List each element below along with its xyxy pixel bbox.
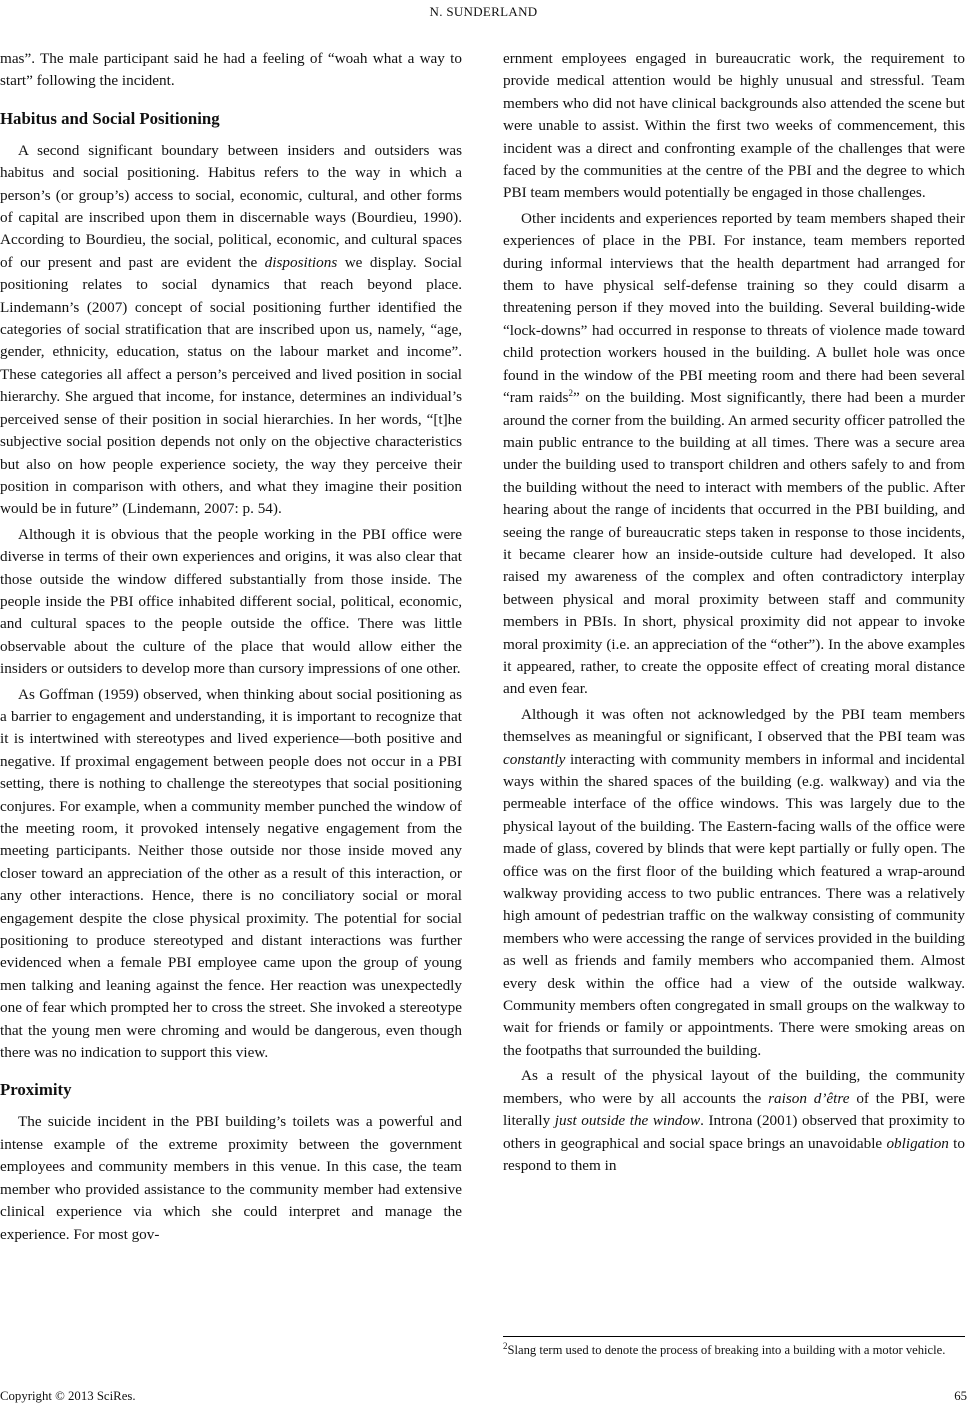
section-heading-habitus: Habitus and Social Positioning [0,108,220,128]
running-head: N. SUNDERLAND [429,4,538,19]
emphasis-dispositions: dispositions [264,253,338,271]
text-span: ” on the building. Most significantly, there had been a murder around the corner from the building. An armed security officer patrolled the main public entrance to the building at all times. There was a secure area under the building used to transport children and others safely to and from the building without the need to interact with members of the public. After hearing about the range of incidents that occurred in the PBI building, and seeing the range of bureaucratic steps taken in response to those incidents, it became clearer how an inside-outside culture had developed. It also raised my awareness of the complex and often contradictory interplay between physical and moral proximity between staff and community members in PBIs. In short, physical proximity did not appear to invoke moral proximity (i.e. an appreciation of the “other”). In the above examples it appeared, rather, to create the opposite effect of creating moral distance and even fear. [503,389,966,698]
footnote-text: Slang term used to denote the process of breaking into a building with a motor vehicle. [507,1343,946,1357]
paragraph-result [503,1065,965,1177]
text-span: A second significant boundary between insiders and outsiders was habitus and social positioning. Habitus refers to the way in which a person’s (or group’s) access to social, economic, cultural, and other forms of capital are inscribed upon them in discernable ways (Bourdieu, 1990). According to Bourdieu, the social, political, economic, and cultural spaces of our present and past are evident the [0,141,462,271]
paragraph-although [503,704,965,1063]
text-span: of the PBI, were literally [503,1089,965,1130]
paragraph-habitus-1 [0,140,462,521]
page-number: 65 [954,1389,967,1403]
text-span: Other incidents and experiences reported by team members shaped their experiences of place in the PBI. For instance, team members reported during informal interviews that the health department had arranged for them to have physical self-defense training so they could disarm a threatening person if they moved into the building. Several building-wide “lock-downs” had occurred in response to threats of violence made toward child protection workers housed in the building. A bullet hole was once found in the window of the PBI meeting room and there had been several “ram raids [503,209,965,407]
section-heading-proximity: Proximity [0,1080,72,1100]
emphasis-constantly: constantly [503,750,566,768]
emphasis-outside-window: just outside the window [554,1112,701,1130]
paragraph-continuation: ernment employees engaged in bureaucratic work, the requirement to provide medical attention would be highly unusual and stressful. Team members who did not have clinical backgrounds also attended the scene but were unable to assist. Within the first two weeks of commencement, this incident was a direct and confronting example of the challenges that were faced by the communities at the centre of the PBI and the degree to which PBI team members would potentially be engaged in those challenges. [503,50,965,202]
copyright-notice: Copyright © 2013 SciRes. [0,1389,136,1403]
left-column [0,48,462,1246]
footnote-reference: 2 [568,388,573,399]
emphasis-obligation: obligation [886,1134,949,1152]
text-span: to respond to them in [503,1134,965,1174]
paragraph-continuation: mas”. The male participant said he had a feeling of “woah what a way to start” following the incident. [0,50,462,90]
right-column [503,48,965,1177]
text-span: we display. Social positioning relates to social dynamics that reach beyond place. Lindemann’s (2007) concept of social positioning further identified the categories of social stratification that are inscribed upon us, namely, “age, gender, ethnicity, education, status on the labour market and income”. These categories all affect a person’s perceived and lived position in social hierarchy. She argued that income, for instance, determines an individual’s perceived sense of their position in social hierarchies. In her words, “[t]he subjective social position depends not only on the objective characteristics but also on how people experience society, the way they perceive their position in comparison with others, and what they imagine their position would be in future” (Lindemann, 2007: p. 54). [0,253,462,518]
paragraph-other-incidents [503,208,965,701]
text-span: Although it was often not acknowledged by the PBI team members themselves as meaningful or significant, I observed that the PBI team was [503,705,965,746]
text-span: interacting with community members in informal and incidental ways within the shared spaces of the building (e.g. walkway) and via the permeable interface of the office windows. This was largely due to the physical layout of the building. The Eastern-facing walls of the office were made of glass, covered by blinds that were kept partially or fully open. The office was on the first floor of the building which featured a wrap-around walkway providing access to two public entrances. There was a relatively high amount of pedestrian traffic on the walkway consisting of community members who were accessing the range of services provided in the building as well as friends and family members who accompanied them. Almost every desk within the office had a view of the outside walkway. Community members often congregated in small groups on the walkway to wait for friends or family or appointments. There were smoking areas on the footpaths that surrounded the building. [503,750,965,1059]
paragraph-habitus-2: Although it is obvious that the people working in the PBI office were diverse in terms of their own experiences and origins, it was also clear that those outside the window differed substantially from those inside. The people inside the PBI office inhabited different social, political, economic, and cultural spaces to the people outside the office. There was little observable about the culture of the place that would allow either the insiders or outsiders to develop more than cursory impressions of one other. [0,525,462,678]
footnote-marker: 2 [503,1340,508,1351]
footnote-rule [503,1336,965,1337]
text-span: As a result of the physical layout of the building, the community members, who were by all accounts the [503,1067,965,1107]
paragraph-habitus-3: As Goffman (1959) observed, when thinking about social positioning as a barrier to engagement and understanding, it is important to recognize that it is intertwined with stereotypes and lived experience—both positive and negative. If proximal engagement between people does not occur in a PBI setting, there is nothing to challenge the stereotypes that social positioning conjures. For example, when a community member punched the window of the meeting room, it provoked intensely negative engagement from the meeting participants. Neither those outside nor those inside moved any closer toward an appreciation of the other as a result of this interaction, or any other interactions. Hence, there is no conciliatory social or moral engagement despite the close physical proximity. The potential for social positioning to produce stereotyped and distant interactions was further evidenced when a female PBI employee came upon the group of young men talking and leaning against the fence. Her reaction was unexpectedly one of fear which prompted her to cross the street. She invoked a stereotype that the young men were chroming and would be dangerous, even though there was no indication to support this view. [0,685,462,1062]
text-span: . Introna (2001) observed that proximity to others in geographical and social space brings an unavoidable [503,1112,965,1152]
footnote [503,1341,965,1359]
paragraph-proximity-1: The suicide incident in the PBI building’s toilets was a powerful and intense example of the extreme proximity between the government employees and community members in this venue. In this case, the team member who provided assistance to the community member had extensive clinical experience via which she could interpret and manage the experience. For most gov- [0,1113,462,1243]
emphasis-raison-detre: raison d’être [768,1089,850,1107]
